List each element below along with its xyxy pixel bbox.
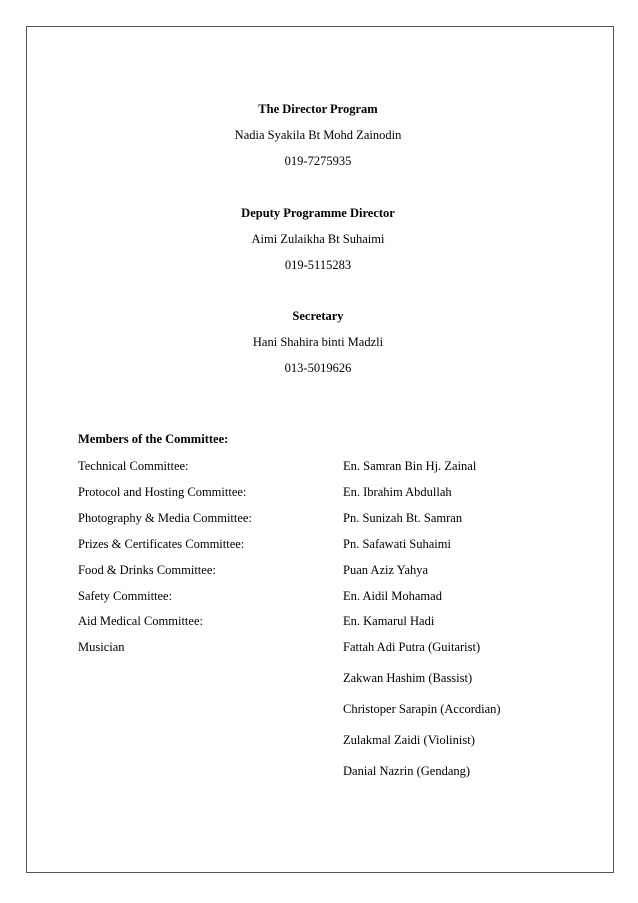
committee-role: Aid Medical Committee:: [78, 614, 203, 628]
committee-role: Safety Committee:: [78, 589, 173, 603]
committee-heading: Members of the Committee:: [78, 432, 229, 446]
secretary-title: Secretary: [292, 309, 344, 323]
director-name: Nadia Syakila Bt Mohd Zainodin: [234, 128, 402, 142]
committee-role: Photography & Media Committee:: [78, 511, 252, 525]
musician-member: Zakwan Hashim (Bassist): [343, 671, 473, 685]
deputy-name: Aimi Zulaikha Bt Suhaimi: [251, 232, 385, 246]
committee-member: Pn. Sunizah Bt. Samran: [343, 511, 463, 525]
deputy-title: Deputy Programme Director: [241, 206, 395, 220]
committee-member: En. Ibrahim Abdullah: [343, 485, 452, 499]
committee-member: En. Kamarul Hadi: [343, 614, 435, 628]
committee-role: Prizes & Certificates Committee:: [78, 537, 245, 551]
committee-role: Technical Committee:: [78, 459, 189, 473]
deputy-phone: 019-5115283: [284, 258, 352, 272]
musician-member: Danial Nazrin (Gendang): [343, 764, 471, 778]
musician-member: Christoper Sarapin (Accordian): [343, 702, 501, 716]
director-phone: 019-7275935: [284, 154, 352, 168]
committee-member: En. Samran Bin Hj. Zainal: [343, 459, 477, 473]
director-title: The Director Program: [258, 102, 378, 116]
secretary-phone: 013-5019626: [284, 361, 352, 375]
committee-member: Fattah Adi Putra (Guitarist): [343, 640, 481, 654]
committee-role: Musician: [78, 640, 125, 654]
secretary-name: Hani Shahira binti Madzli: [252, 335, 384, 349]
committee-member: Puan Aziz Yahya: [343, 563, 429, 577]
committee-role: Protocol and Hosting Committee:: [78, 485, 247, 499]
committee-member: Pn. Safawati Suhaimi: [343, 537, 451, 551]
musician-member: Zulakmal Zaidi (Violinist): [343, 733, 475, 747]
committee-role: Food & Drinks Committee:: [78, 563, 216, 577]
committee-member: En. Aidil Mohamad: [343, 589, 442, 603]
